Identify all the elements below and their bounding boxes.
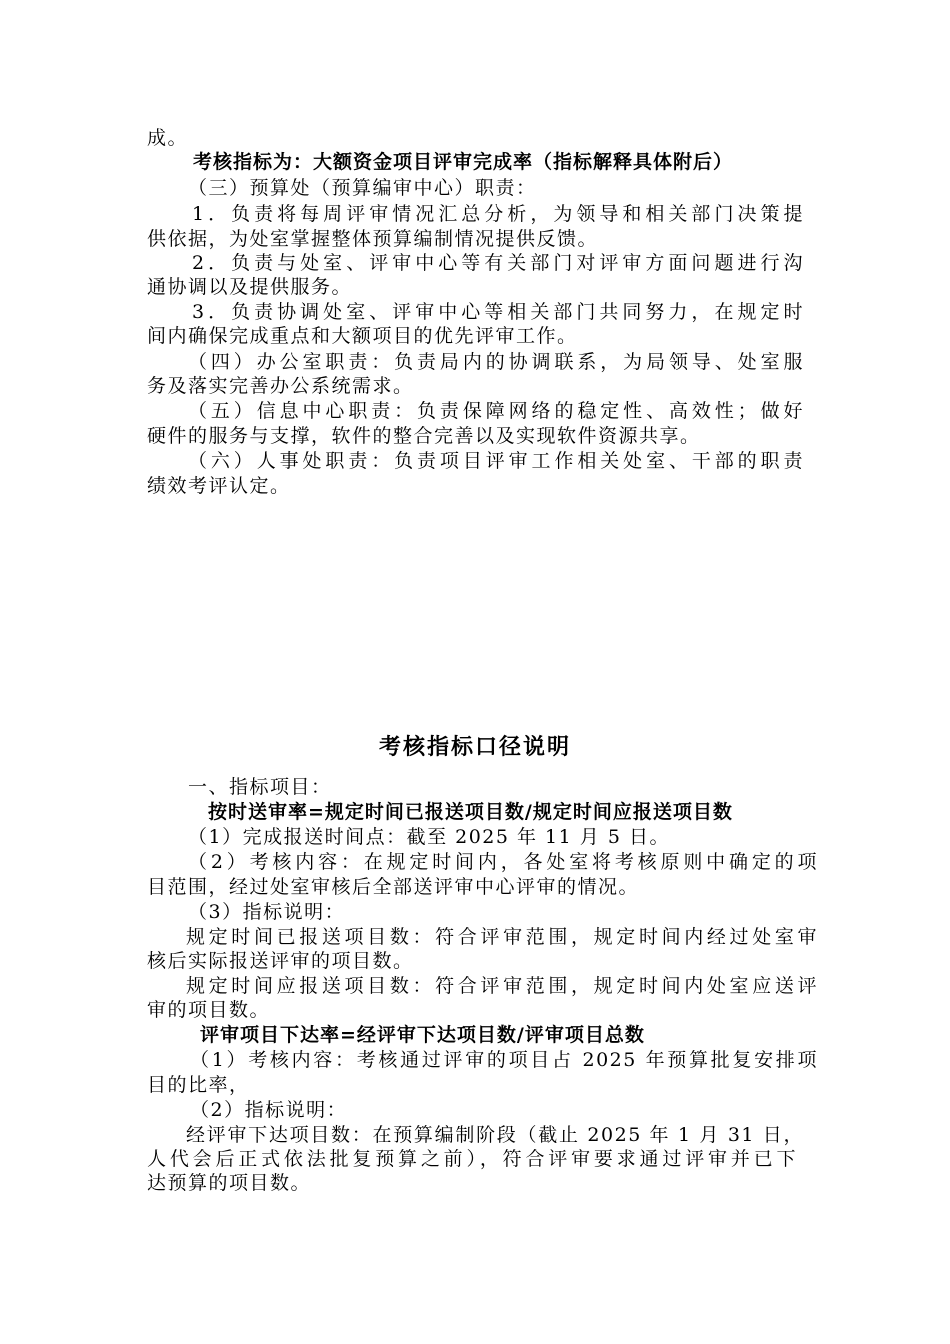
- text-line: 1．负责将每周评审情况汇总分析，为领导和相关部门决策提: [192, 203, 804, 225]
- text-line: 硬件的服务与支撑，软件的整合完善以及实现软件资源共享。: [147, 425, 701, 447]
- text-line: 目的比率，: [147, 1074, 250, 1096]
- text-line: 核后实际报送评审的项目数。: [147, 950, 414, 972]
- text-line: 通协调以及提供服务。: [147, 276, 353, 298]
- text-line: 供依据，为处室掌握整体预算编制情况提供反馈。: [147, 228, 599, 250]
- text-line: 间内确保完成重点和大额项目的优先评审工作。: [147, 325, 578, 347]
- formula-heading: 按时送审率=规定时间已报送项目数/规定时间应报送项目数: [208, 801, 733, 823]
- text-line: 成。: [147, 127, 189, 149]
- text-line: 3．负责协调处室、评审中心等相关部门共同努力，在规定时: [192, 301, 804, 323]
- text-line: 规定时间已报送项目数：符合评审范围，规定时间内经过处室审: [186, 926, 818, 948]
- text-line: 务及落实完善办公系统需求。: [147, 375, 414, 397]
- formula-heading: 评审项目下达率=经评审下达项目数/评审项目总数: [200, 1024, 645, 1046]
- text-line: 经评审下达项目数：在预算编制阶段（截止 2025 年 1 月 31 日，: [186, 1124, 804, 1146]
- text-line: 绩效考评认定。: [147, 475, 291, 497]
- text-line: （五）信息中心职责：负责保障网络的稳定性、高效性；做好: [188, 400, 804, 422]
- text-line: 达预算的项目数。: [147, 1172, 312, 1194]
- text-line: 2．负责与处室、评审中心等有关部门对评审方面问题进行沟: [192, 252, 804, 274]
- text-line: 一、指标项目：: [188, 776, 332, 798]
- text-line: （2）考核内容：在规定时间内，各处室将考核原则中确定的项: [188, 851, 818, 873]
- text-line: （1）考核内容：考核通过评审的项目占 2025 年预算批复安排项: [190, 1049, 818, 1071]
- text-line: （三）预算处（预算编审中心）职责：: [188, 177, 537, 199]
- text-line: 审的项目数。: [147, 999, 271, 1021]
- text-line: （3）指标说明：: [188, 901, 346, 923]
- text-line: 目范围，经过处室审核后全部送评审中心评审的情况。: [147, 876, 640, 898]
- text-line: （四）办公室职责：负责局内的协调联系，为局领导、处室服: [188, 351, 804, 373]
- text-line: （2）指标说明：: [190, 1099, 348, 1121]
- text-line: 人代会后正式依法批复预算之前），符合评审要求通过评审并已下: [147, 1148, 797, 1170]
- page-title: 考核指标口径说明: [378, 735, 571, 760]
- text-line: （1）完成报送时间点：截至 2025 年 11 月 5 日。: [188, 826, 670, 848]
- text-line: 规定时间应报送项目数：符合评审范围，规定时间内处室应送评: [186, 975, 818, 997]
- text-line: （六）人事处职责：负责项目评审工作相关处室、干部的职责: [188, 450, 804, 472]
- assessment-indicator-heading: 考核指标为：大额资金项目评审完成率（指标解释具体附后）: [193, 151, 734, 173]
